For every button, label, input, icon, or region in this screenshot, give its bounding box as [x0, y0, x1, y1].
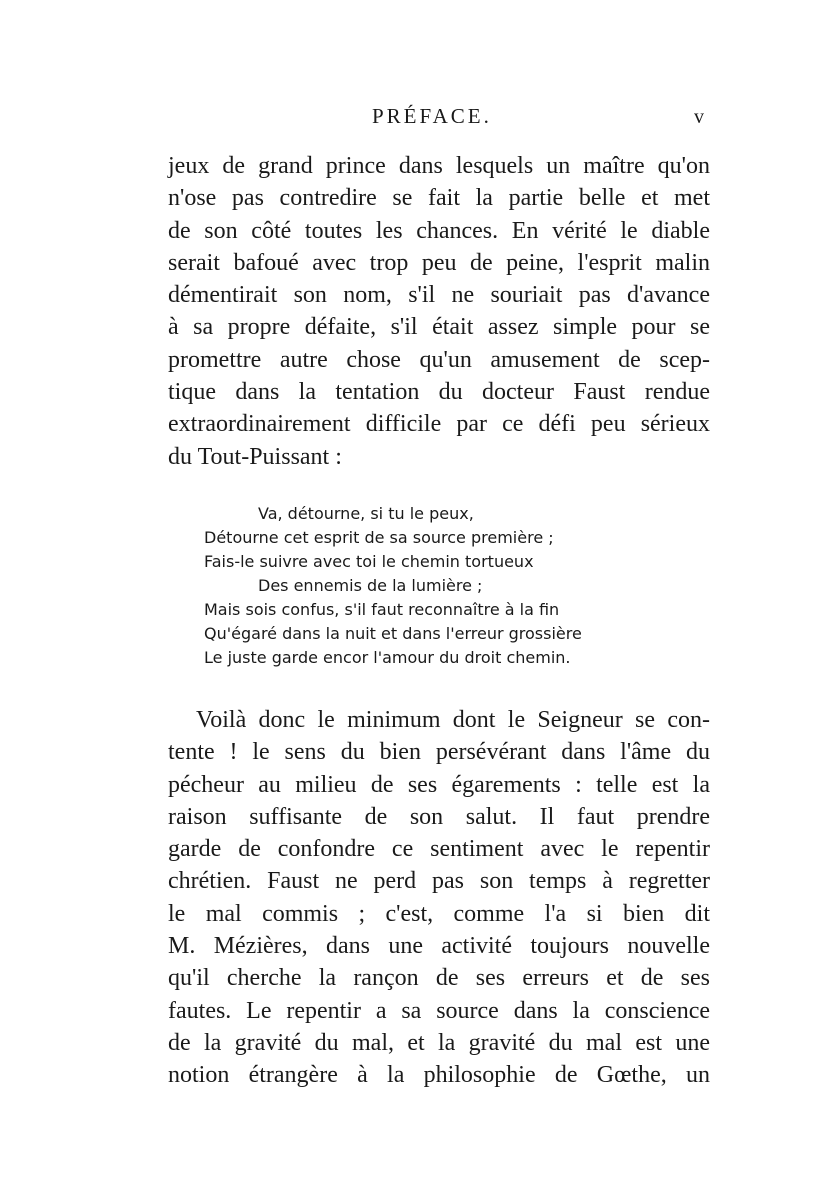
page-title: PRÉFACE.	[372, 104, 492, 128]
text-line: fautes. Le repentir a sa source dans la conscience	[168, 997, 710, 1024]
text-line: de son côté toutes les chances. En vérité le diable	[168, 217, 710, 244]
verse-quotation	[204, 502, 664, 670]
text-line: du Tout-Puissant :	[168, 443, 342, 470]
verse-line: Qu'égaré dans la nuit et dans l'erreur grossière	[204, 624, 582, 643]
text-line: extraordinairement difficile par ce défi peu sérieux	[168, 411, 710, 438]
text-line: de la gravité du mal, et la gravité du mal est une	[168, 1029, 710, 1056]
text-line: M. Mézières, dans une activité toujours nouvelle	[168, 933, 710, 960]
text-line: à sa propre défaite, s'il était assez simple pour se	[168, 314, 710, 341]
text-line: serait bafoué avec trop peu de peine, l'esprit malin	[168, 249, 710, 276]
running-head	[0, 104, 840, 134]
verse-line: Des ennemis de la lumière ;	[258, 576, 483, 595]
text-line: Voilà donc le minimum dont le Seigneur se con-	[196, 707, 710, 733]
text-line: raison suffisante de son salut. Il faut prendre	[168, 803, 710, 830]
verse-line: Mais sois confus, s'il faut reconnaître à la fin	[204, 600, 560, 619]
text-line: notion étrangère à la philosophie de Gœthe, un	[168, 1062, 710, 1089]
text-line: tente ! le sens du bien persévérant dans l'âme du	[168, 739, 710, 766]
text-line: jeux de grand prince dans lesquels un maître qu'on	[168, 153, 710, 179]
verse-line: Fais-le suivre avec toi le chemin tortueux	[204, 552, 534, 571]
text-line: démentirait son nom, s'il ne souriait pas d'avance	[168, 282, 710, 309]
text-line: n'ose pas contredire se fait la partie belle et met	[168, 185, 710, 212]
paragraph-1	[168, 150, 710, 473]
text-line: garde de confondre ce sentiment avec le repentir	[168, 836, 710, 863]
verse-line: Détourne cet esprit de sa source première ;	[204, 528, 554, 547]
verse-line: Le juste garde encor l'amour du droit chemin.	[204, 648, 571, 667]
text-line: promettre autre chose qu'un amusement de scep-	[168, 346, 710, 373]
paragraph-2	[168, 704, 710, 1092]
text-line: pécheur au milieu de ses égarements : telle est la	[168, 771, 710, 798]
text-line: chrétien. Faust ne perd pas son temps à regretter	[168, 868, 710, 895]
text-line: le mal commis ; c'est, comme l'a si bien dit	[168, 900, 710, 927]
verse-line: Va, détourne, si tu le peux,	[258, 504, 474, 523]
page-number: v	[694, 106, 704, 128]
text-line: qu'il cherche la rançon de ses erreurs et de ses	[168, 965, 710, 992]
text-line: tique dans la tentation du docteur Faust rendue	[168, 379, 710, 406]
